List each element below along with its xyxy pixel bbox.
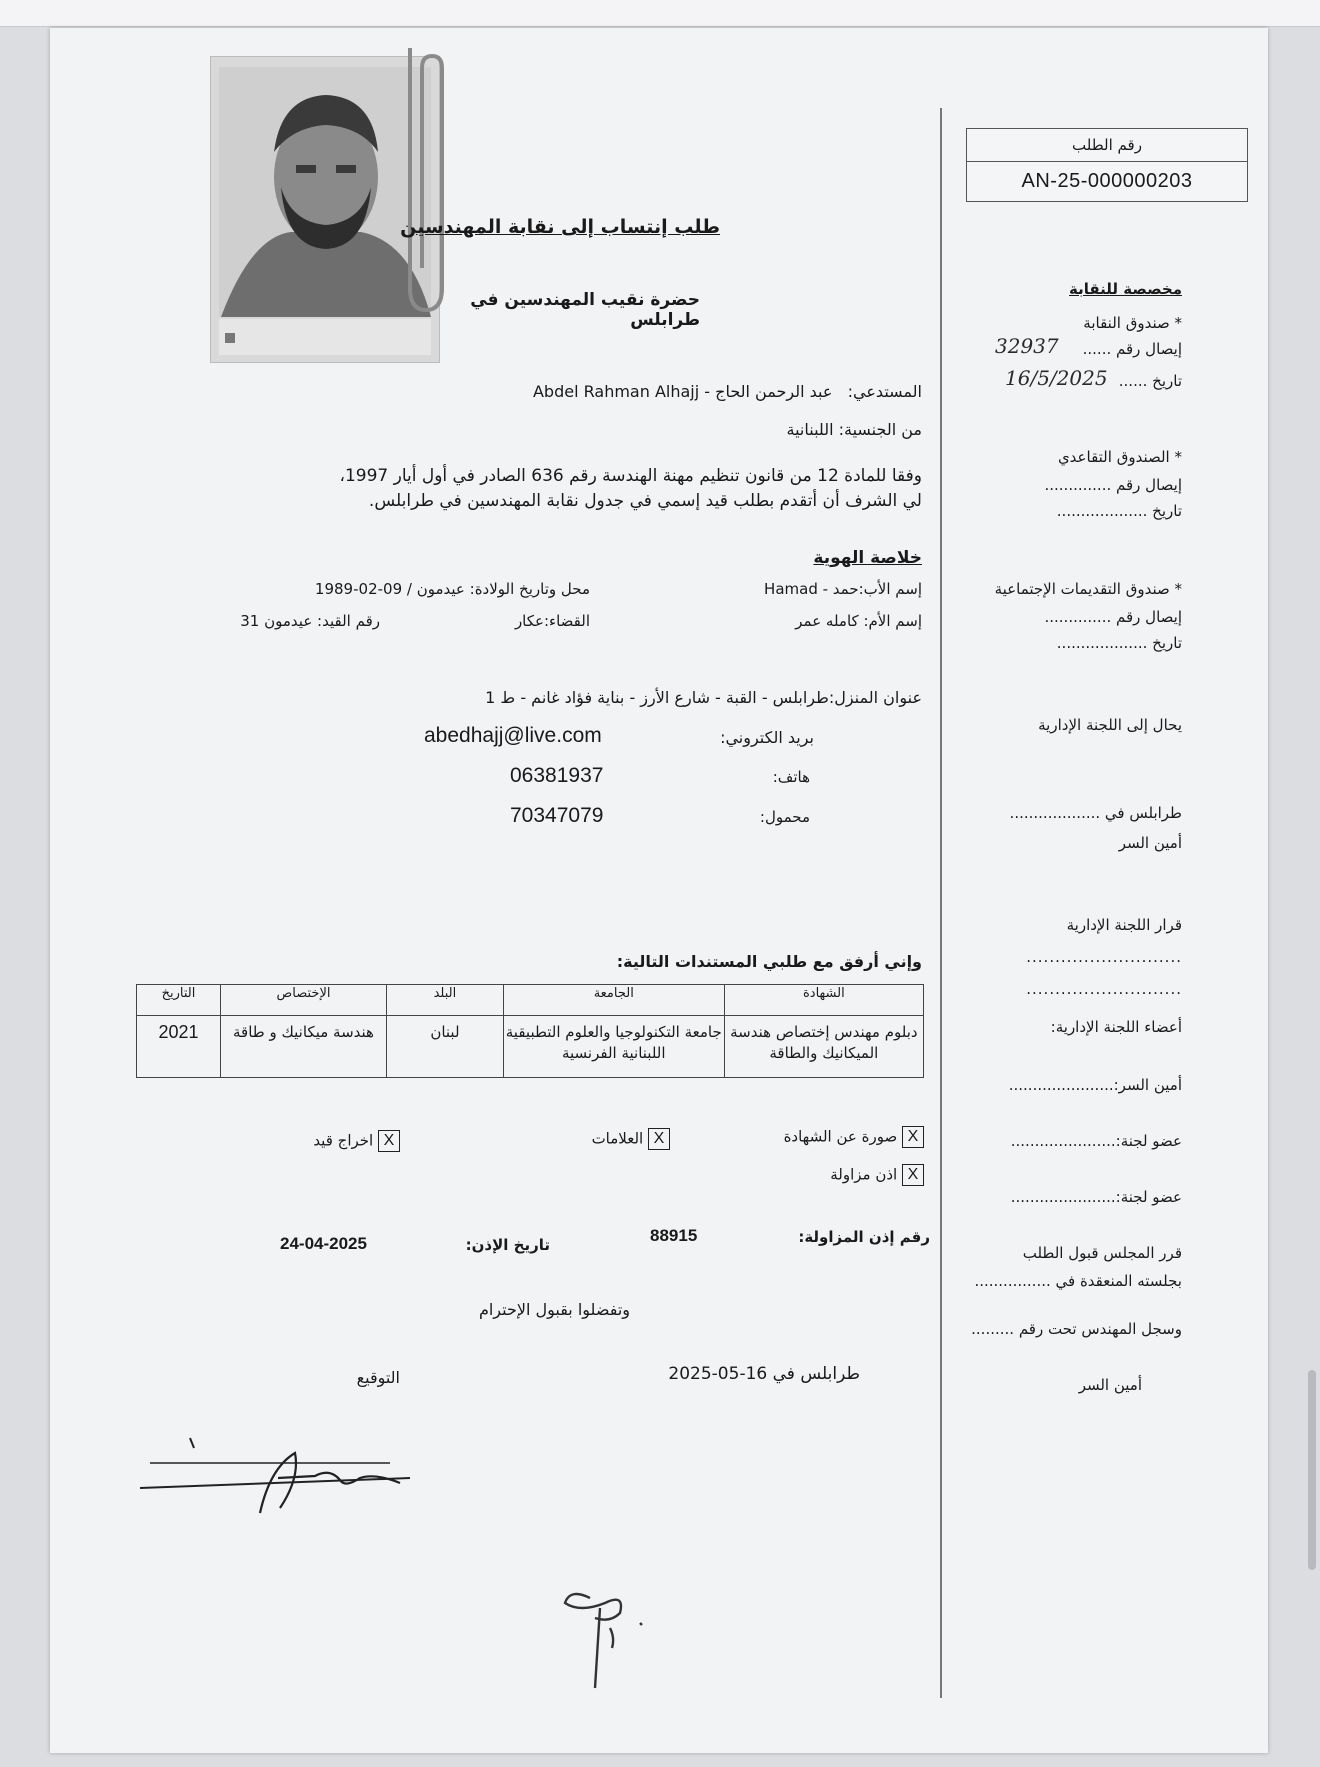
applicant-signature-icon bbox=[130, 1418, 430, 1518]
sidebar-referred: يحال إلى اللجنة الإدارية bbox=[1038, 716, 1182, 734]
document-page bbox=[50, 28, 1268, 1753]
sidebar-secretary2: أمين السر:...................... bbox=[1008, 1076, 1182, 1094]
signature-label: التوقيع bbox=[356, 1368, 400, 1387]
sidebar-secretary1: أمين السر bbox=[1118, 834, 1182, 852]
father-name: إسم الأب:حمد - Hamad bbox=[764, 580, 922, 598]
sidebar-council3: وسجل المهندس تحت رقم ......... bbox=[971, 1320, 1182, 1338]
sidebar-fund2: * الصندوق التقاعدي bbox=[1057, 448, 1182, 466]
cell-degree: دبلوم مهندس إختصاص هندسة الميكانيك والطاقة bbox=[724, 1016, 923, 1078]
closing-respect: وتفضلوا بقبول الإحترام bbox=[478, 1300, 630, 1319]
permit-number: 88915 bbox=[650, 1226, 698, 1245]
col-date: التاريخ bbox=[137, 985, 221, 1016]
column-divider bbox=[940, 108, 942, 1698]
request-number-box bbox=[966, 128, 1248, 202]
sidebar-date2: تاريخ ................... bbox=[1056, 502, 1182, 520]
check-certificate[interactable]: X bbox=[902, 1126, 924, 1148]
sidebar-council2: بجلسته المنعقدة في ................ bbox=[974, 1272, 1182, 1290]
place-date: طرابلس في 16-05-2025 bbox=[668, 1364, 860, 1384]
sidebar-member2: عضو لجنة:...................... bbox=[1010, 1188, 1182, 1206]
permit-number-label: رقم إذن المزاولة: bbox=[798, 1228, 930, 1246]
mobile-value: 70347079 bbox=[510, 804, 604, 827]
documents-table bbox=[136, 984, 924, 1078]
sidebar-council1: قرر المجلس قبول الطلب bbox=[1022, 1244, 1182, 1262]
nationality-value: اللبنانية bbox=[786, 420, 834, 439]
addressee: حضرة نقيب المهندسين في طرابلس bbox=[470, 290, 700, 330]
legal-paragraph bbox=[290, 464, 922, 514]
official-initials-icon bbox=[550, 1568, 670, 1698]
applicant-row bbox=[430, 382, 922, 401]
home-address: عنوان المنزل:طرابلس - القبة - شارع الأرز - بناية فؤاد غانم - ط 1 bbox=[485, 688, 922, 707]
applicant-label: المستدعي: bbox=[847, 382, 922, 401]
registry-number: رقم القيد: عيدمون 31 bbox=[240, 612, 380, 630]
cell-date: 2021 bbox=[137, 1016, 221, 1078]
handwritten-date1: 16/5/2025 bbox=[1005, 366, 1108, 390]
check-registry-label: اخراج قيد bbox=[313, 1131, 374, 1150]
district: القضاء:عكار bbox=[514, 612, 590, 630]
legal-paragraph-line-2: لي الشرف أن أتقدم بطلب قيد إسمي في جدول نقابة المهندسين في طرابلس. bbox=[368, 491, 922, 511]
cell-university: جامعة التكنولوجيا والعلوم التطبيقية اللبنانية الفرنسية bbox=[503, 1016, 724, 1078]
sidebar-decision: قرار اللجنة الإدارية bbox=[1066, 916, 1182, 934]
col-degree: الشهادة bbox=[724, 985, 923, 1016]
sidebar-decision-line2: ........................... bbox=[1026, 980, 1182, 998]
nationality-row bbox=[570, 420, 922, 439]
birth-place-date: محل وتاريخ الولادة: عيدمون / 09-02-1989 bbox=[314, 580, 590, 598]
sidebar-tripoli-in: طرابلس في ................... bbox=[1009, 804, 1182, 822]
sidebar-fund1: * صندوق النقابة bbox=[1083, 314, 1182, 332]
phone-label: هاتف: bbox=[772, 768, 810, 786]
check-registry-extract[interactable]: X bbox=[378, 1130, 400, 1152]
cell-country: لبنان bbox=[387, 1016, 504, 1078]
sidebar-member1: عضو لجنة:...................... bbox=[1010, 1132, 1182, 1150]
check-grades-row bbox=[490, 1128, 670, 1150]
check-certificate-row bbox=[700, 1126, 924, 1148]
request-number-value: AN-25-000000203 bbox=[1021, 170, 1193, 192]
check-grades-label: العلامات bbox=[591, 1129, 644, 1148]
sidebar-receipt2: إيصال رقم .............. bbox=[1044, 476, 1182, 494]
phone-value: 06381937 bbox=[510, 764, 604, 787]
sidebar-members: أعضاء اللجنة الإدارية: bbox=[1050, 1018, 1182, 1036]
check-certificate-label: صورة عن الشهادة bbox=[783, 1127, 898, 1146]
check-grades[interactable]: X bbox=[648, 1128, 670, 1150]
col-country: البلد bbox=[387, 985, 504, 1016]
sidebar-heading: مخصصة للنقابة bbox=[1068, 280, 1182, 298]
check-practice-permit[interactable]: X bbox=[902, 1164, 924, 1186]
email-label: بريد الكتروني: bbox=[720, 728, 814, 747]
viewer-top-strip bbox=[0, 0, 1320, 27]
sidebar-date1: تاريخ ...... bbox=[1118, 372, 1182, 390]
col-university: الجامعة bbox=[503, 985, 724, 1016]
col-specialty: الإختصاص bbox=[220, 985, 386, 1016]
check-permit-row bbox=[750, 1164, 924, 1186]
cell-specialty: هندسة ميكانيك و طاقة bbox=[220, 1016, 386, 1078]
paper-clip-icon bbox=[396, 48, 452, 318]
sidebar-fund3: * صندوق التقديمات الإجتماعية bbox=[994, 580, 1182, 598]
nationality-label: من الجنسية: bbox=[838, 420, 922, 439]
legal-paragraph-line-1: وفقا للمادة 12 من قانون تنظيم مهنة الهندسة رقم 636 الصادر في أول أيار 1997، bbox=[339, 466, 922, 486]
applicant-name: عبد الرحمن الحاج - Abdel Rahman Alhajj bbox=[532, 382, 833, 401]
identity-heading: خلاصة الهوية bbox=[813, 548, 922, 568]
handwritten-receipt1: 32937 bbox=[995, 334, 1059, 358]
mobile-label: محمول: bbox=[759, 808, 810, 826]
mother-name: إسم الأم: كامله عمر bbox=[795, 612, 922, 630]
sidebar-receipt1: إيصال رقم ...... bbox=[1082, 340, 1182, 358]
sidebar-date3: تاريخ ................... bbox=[1056, 634, 1182, 652]
documents-heading: وإني أرفق مع طلبي المستندات التالية: bbox=[616, 952, 922, 971]
permit-date: 24-04-2025 bbox=[280, 1234, 367, 1253]
sidebar-receipt3: إيصال رقم .............. bbox=[1044, 608, 1182, 626]
form-title: طلب إنتساب إلى نقابة المهندسين bbox=[400, 216, 720, 238]
permit-date-label: تاريخ الإذن: bbox=[465, 1236, 550, 1254]
check-registry-row bbox=[250, 1130, 400, 1152]
request-number-label: رقم الطلب bbox=[967, 129, 1247, 162]
check-permit-label: اذن مزاولة bbox=[830, 1165, 898, 1184]
sidebar-decision-line1: ........................... bbox=[1026, 948, 1182, 966]
email-value: abedhajj@live.com bbox=[424, 724, 602, 747]
sidebar-secretary3: أمين السر bbox=[1078, 1376, 1142, 1394]
scrollbar-thumb[interactable] bbox=[1308, 1370, 1316, 1570]
table-row bbox=[137, 1016, 924, 1078]
